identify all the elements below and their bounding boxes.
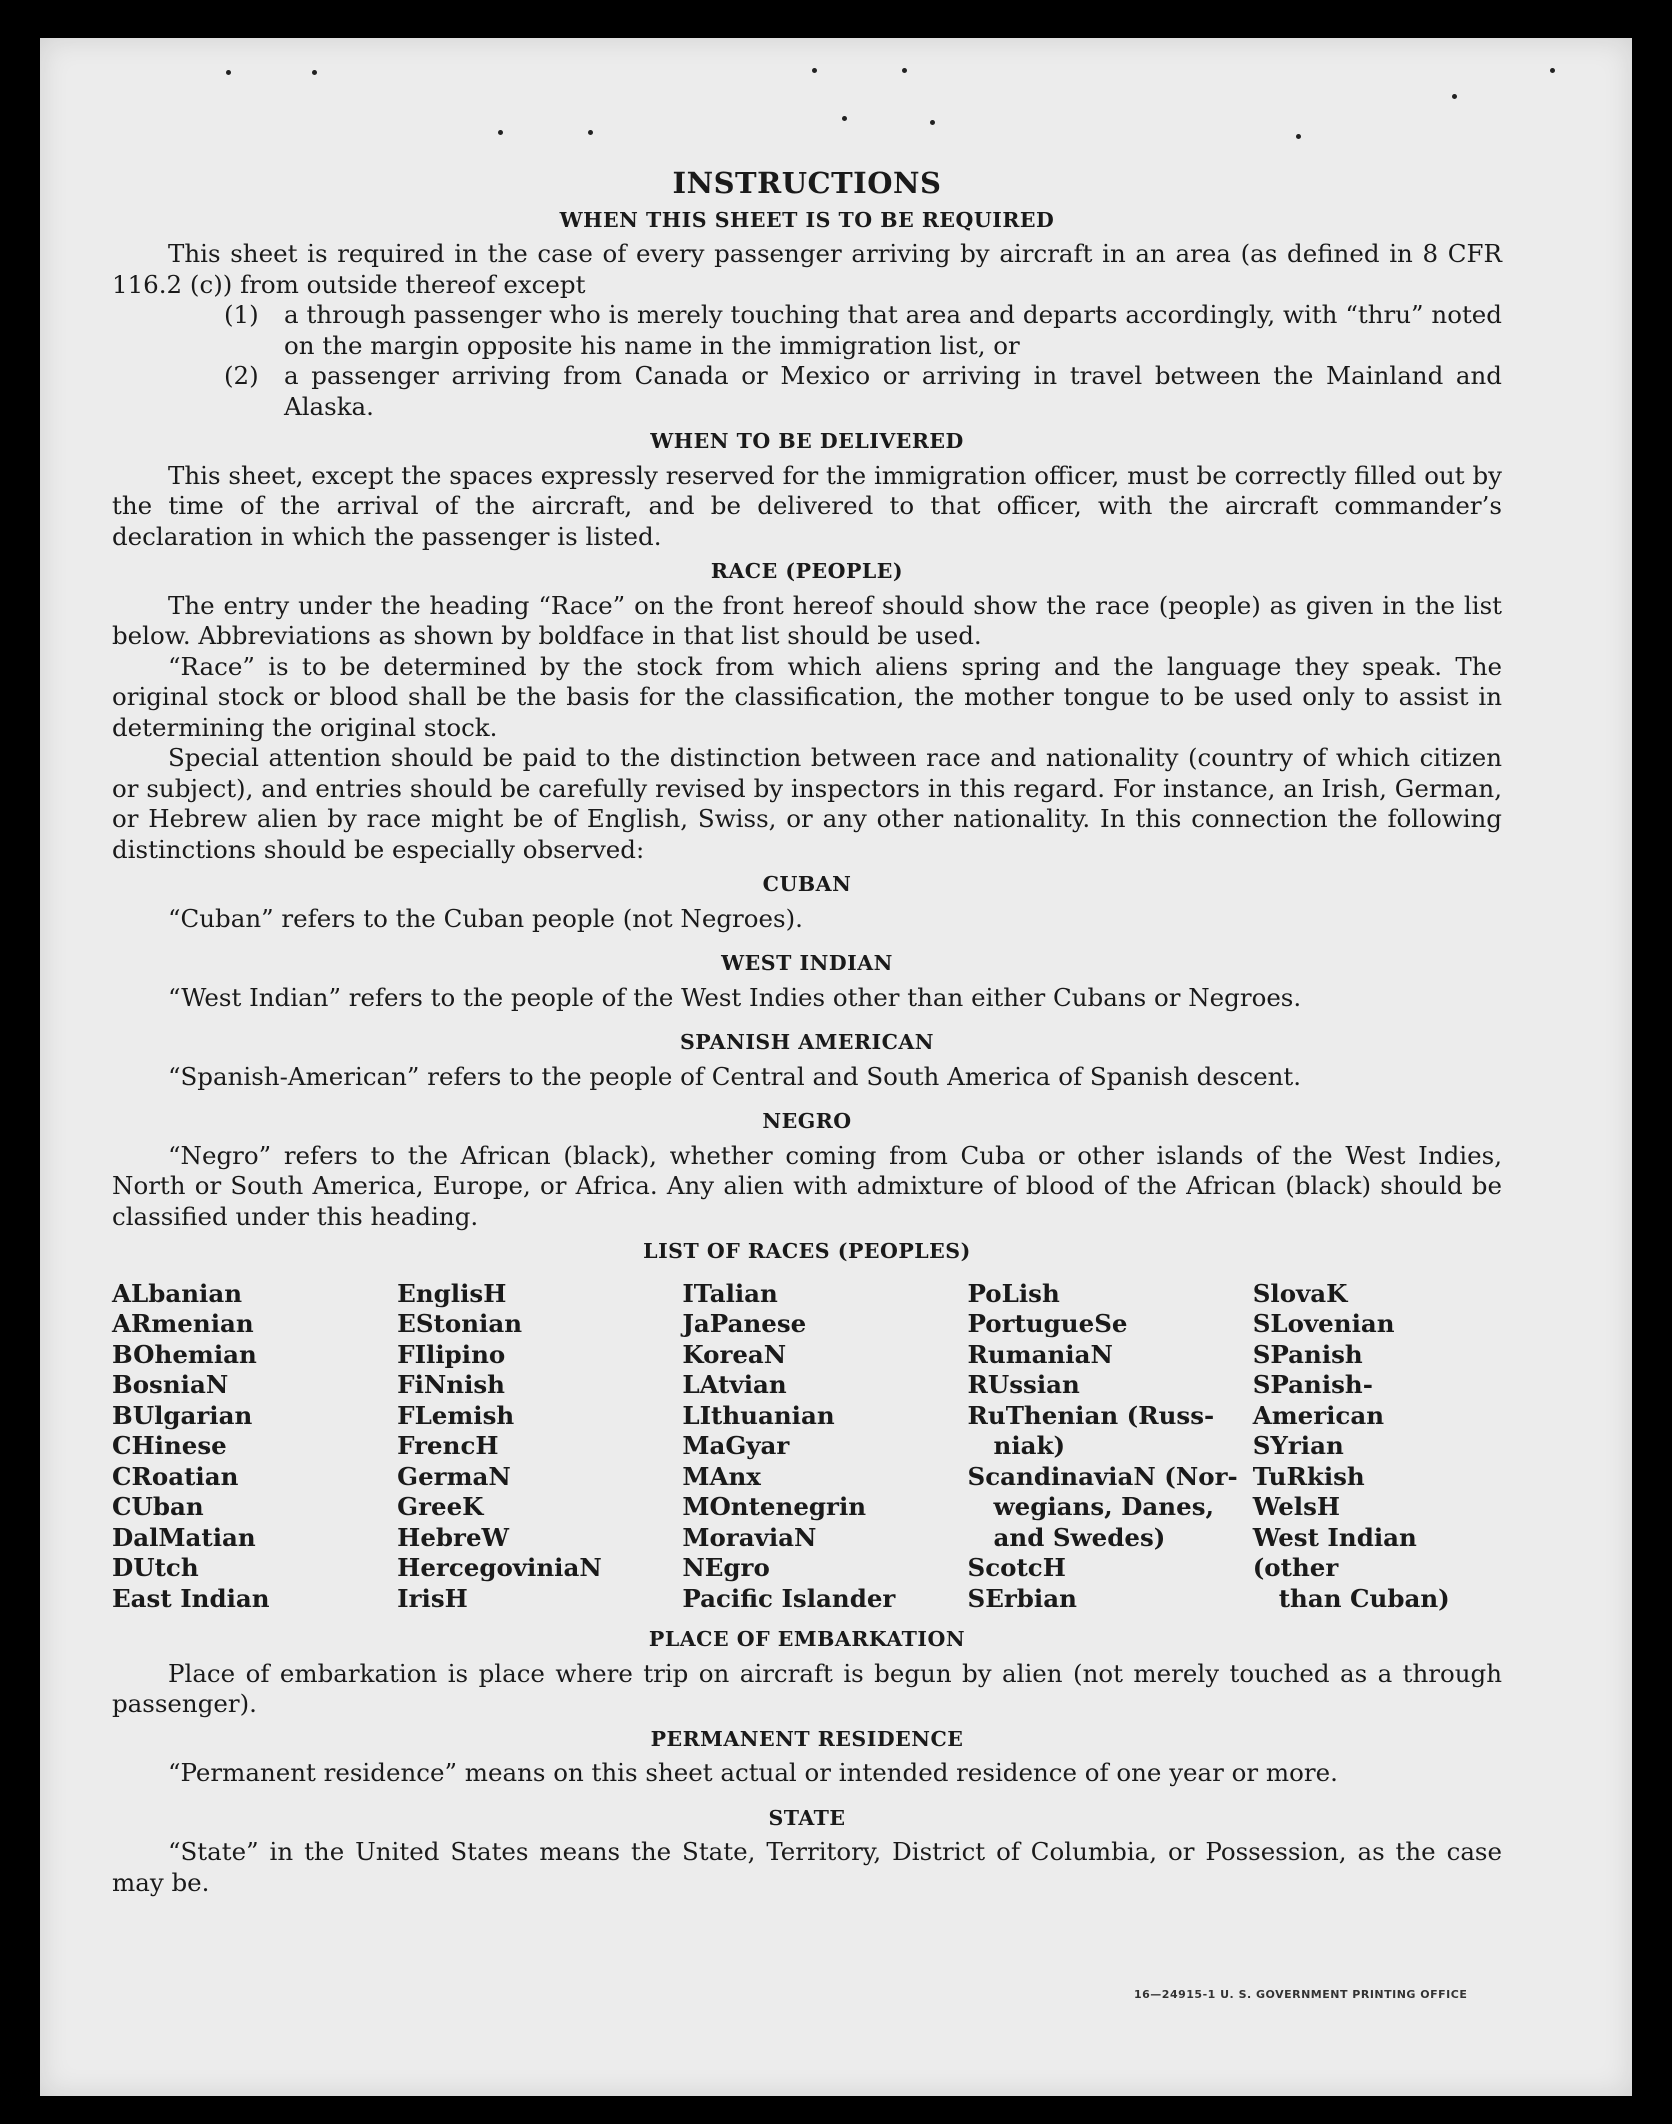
race-entry: ScotcH (967, 1553, 1066, 1582)
race-entry: IrisH (397, 1583, 468, 1613)
heading-spanish-american: SPANISH AMERICAN (679, 1030, 935, 1054)
race-column (968, 1279, 1253, 1615)
race-entry: HebreW (397, 1522, 510, 1552)
race-entry: NEgro (682, 1553, 770, 1582)
race-entry: East Indian (112, 1583, 270, 1613)
race-entry: EStonian (397, 1309, 523, 1338)
race-entry: BUlgarian (112, 1400, 253, 1430)
race-entry: FrencH (397, 1431, 499, 1460)
race-entry: LAtvian (682, 1370, 787, 1399)
instructions-body (112, 168, 1502, 1898)
cuban-text: “Cuban” refers to the Cuban people (not Negroes). (168, 903, 803, 933)
race-entry: SLovenian (1252, 1309, 1395, 1338)
race-entry: MAnx (682, 1461, 761, 1491)
race-column (112, 1279, 397, 1615)
heading-list-of-races: LIST OF RACES (PEOPLES) (643, 1239, 971, 1263)
race-entry: MaGyar (682, 1431, 790, 1460)
race-entry-continuation: niak) (993, 1431, 1066, 1460)
exception-text: a passenger arriving from Canada or Mexico or arriving in travel between the Mainland and Alaska. (284, 361, 1502, 421)
race-entry: FiNnish (397, 1370, 505, 1399)
exception-number: (1) (224, 300, 259, 329)
exception-item (112, 361, 1502, 422)
ink-speck (812, 68, 817, 73)
race-entry: SlovaK (1252, 1278, 1348, 1308)
race-entry: SErbian (967, 1583, 1077, 1613)
race-entry: ITalian (682, 1278, 778, 1308)
ink-speck (498, 130, 503, 135)
race-entry: SPanish-American (1252, 1370, 1385, 1430)
heading-cuban: CUBAN (762, 872, 852, 896)
state-text: “State” in the United States means the State, Territory, District of Columbia, or Possession, as the case may be. (112, 1837, 1502, 1897)
race-entry: CRoatian (112, 1461, 239, 1491)
heading-residence: PERMANENT RESIDENCE (650, 1726, 964, 1751)
race-entry: DUtch (112, 1553, 199, 1582)
race-column (682, 1279, 967, 1615)
race-paragraph-1: The entry under the heading “Race” on the front hereof should show the race (people) as given in the list below. Abbreviations as shown by boldface in that list should be used. (112, 590, 1502, 650)
race-column (1253, 1279, 1502, 1615)
embarkation-text: Place of embarkation is place where trip on aircraft is begun by alien (not merely touched as a through passenger). (112, 1658, 1502, 1718)
race-entry-continuation: wegians, Danes, (993, 1492, 1215, 1521)
race-entry: CHinese (112, 1431, 227, 1460)
spanish-american-text: “Spanish-American” refers to the people of Central and South America of Spanish descent. (168, 1061, 1302, 1091)
heading-state: STATE (768, 1805, 846, 1830)
heading-race: RACE (PEOPLE) (710, 559, 904, 583)
race-entry: RuThenian (Russ- (967, 1400, 1215, 1430)
negro-text: “Negro” refers to the African (black), whether coming from Cuba or other islands of the West Indies, North or South America, Europe, or Africa. Any alien with admixture of blood of the African (black) should be classified under this heading. (112, 1140, 1502, 1231)
race-entry: HercegoviniaN (397, 1553, 602, 1582)
page-title: INSTRUCTIONS (672, 166, 942, 200)
race-entry: JaPanese (682, 1309, 807, 1338)
race-entry: FIlipino (397, 1339, 506, 1369)
ink-speck (902, 68, 907, 73)
race-list (112, 1279, 1502, 1615)
ink-speck (588, 130, 593, 135)
race-entry-continuation: and Swedes) (993, 1522, 1166, 1552)
race-entry: ARmenian (112, 1309, 254, 1338)
printing-office-code: 16—24915-1 U. S. GOVERNMENT PRINTING OFFICE (1134, 1988, 1468, 2001)
race-entry: TuRkish (1252, 1461, 1365, 1491)
race-entry: MoraviaN (682, 1522, 817, 1552)
ink-speck (226, 70, 231, 75)
heading-when-required: WHEN THIS SHEET IS TO BE REQUIRED (559, 207, 1055, 232)
race-entry: RUssian (967, 1370, 1080, 1399)
race-entry: GermaN (397, 1461, 511, 1491)
race-entry: PoLish (967, 1278, 1060, 1308)
ink-speck (1550, 68, 1555, 73)
race-entry: DalMatian (112, 1522, 256, 1552)
race-column (397, 1279, 682, 1615)
heading-when-delivered: WHEN TO BE DELIVERED (650, 429, 964, 453)
race-entry: PortugueSe (967, 1309, 1128, 1338)
document-sheet (40, 38, 1632, 2096)
race-entry: GreeK (397, 1492, 484, 1521)
race-paragraph-2: “Race” is to be determined by the stock from which aliens spring and the language they speak. The original stock or blood shall be the basis for the classification, the mother tongue to be used only to assist in determining the original stock. (112, 651, 1502, 742)
exception-text: a through passenger who is merely touching that area and departs accordingly, with “thru” noted on the margin opposite his name in the immigration list, or (284, 300, 1502, 360)
west-indian-text: “West Indian” refers to the people of the West Indies other than either Cubans or Negroes. (168, 982, 1302, 1012)
race-entry: WelsH (1252, 1492, 1341, 1521)
race-entry: CUban (112, 1492, 204, 1521)
when-delivered-text: This sheet, except the spaces expressly reserved for the immigration officer, must be correctly filled out by the time of the arrival of the aircraft, and be delivered to that officer, with the aircraft commander’s declaration in which the passenger is listed. (112, 460, 1502, 551)
race-entry: SYrian (1252, 1431, 1344, 1460)
race-entry: FLemish (397, 1400, 515, 1430)
race-entry: EnglisH (397, 1278, 507, 1308)
exception-item (112, 300, 1502, 361)
heading-negro: NEGRO (762, 1109, 852, 1133)
ink-speck (1452, 94, 1457, 99)
race-entry: BOhemian (112, 1339, 257, 1369)
race-entry: LIthuanian (682, 1400, 835, 1430)
race-entry: BosniaN (112, 1370, 229, 1399)
exception-number: (2) (224, 361, 259, 390)
race-entry: ALbanian (112, 1278, 243, 1308)
race-entry: RumaniaN (967, 1339, 1113, 1369)
race-entry: SPanish (1252, 1339, 1363, 1369)
ink-speck (930, 120, 935, 125)
race-entry: KoreaN (682, 1339, 787, 1369)
race-entry-continuation: than Cuban) (1278, 1583, 1450, 1613)
ink-speck (842, 116, 847, 121)
residence-text: “Permanent residence” means on this sheet actual or intended residence of one year or more. (168, 1758, 1338, 1787)
race-entry: Pacific Islander (682, 1583, 896, 1613)
heading-west-indian: WEST INDIAN (721, 951, 893, 975)
heading-embarkation: PLACE OF EMBARKATION (648, 1627, 966, 1651)
race-entry: MOntenegrin (682, 1492, 867, 1521)
race-entry: West Indian (other (1252, 1522, 1417, 1582)
ink-speck (1296, 134, 1301, 139)
ink-speck (312, 70, 317, 75)
when-required-intro: This sheet is required in the case of every passenger arriving by aircraft in an area (as defined in 8 CFR 116.2 (c)) from outside thereof except (112, 239, 1502, 299)
race-paragraph-3: Special attention should be paid to the distinction between race and nationality (country of which citizen or subject), and entries should be carefully revised by inspectors in this regard. For instance, an Irish, German, or Hebrew alien by race might be of English, Swiss, or any other nationality. In this connection the following distinctions should be especially observed: (112, 743, 1502, 864)
race-entry: ScandinaviaN (Nor- (967, 1461, 1238, 1491)
